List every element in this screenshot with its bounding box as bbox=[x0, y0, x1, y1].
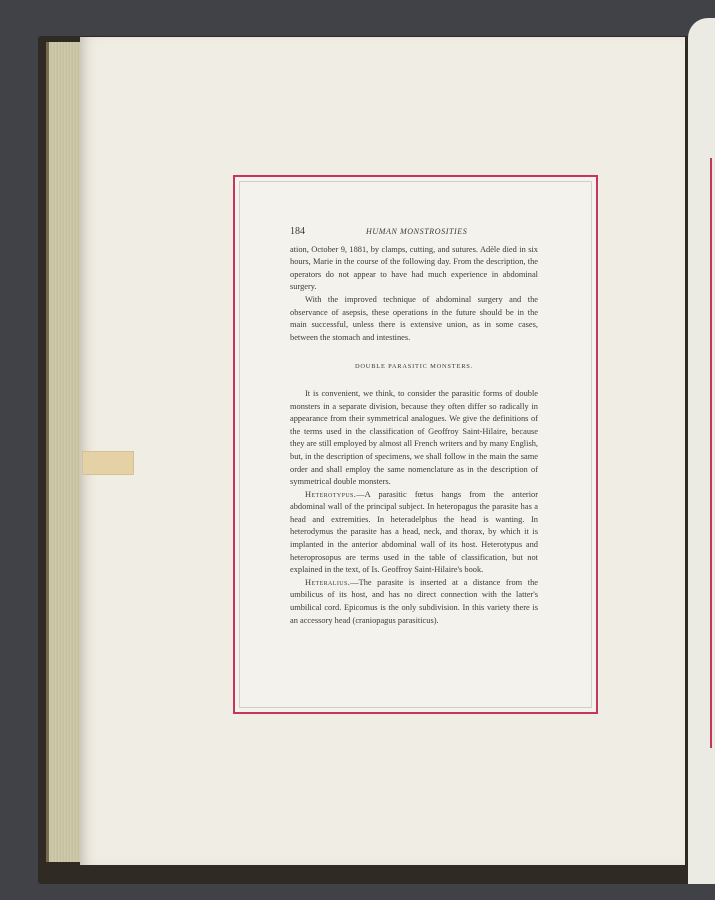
heterotypus-text: —A parasitic fœtus hangs from the anterior abdominal wall of the principal subject. In heteropagus the parasite has a head and extremities. In heteradelphus the head is wanting. In heterodymus the parasite has a head, neck, and thorax, by which it is implanted in the anterior abdominal wall of its host. Heterotypus and heteroprosopus are terms used in the table of classification, but not explained in the text, of Is. Geoffroy Saint-Hilaire's book. bbox=[290, 489, 538, 575]
paragraph-continuation: ation, October 9, 1881, by clamps, cutting, and sutures. Adèle died in six hours, Marie in the course of the following day. From the description, the operators do not appear to have had much experience in abdominal surgery. bbox=[290, 244, 538, 292]
paragraph-heterotypus bbox=[290, 489, 538, 577]
page-header bbox=[290, 226, 538, 239]
mounted-print bbox=[233, 175, 598, 714]
heteralius-text: —The parasite is inserted at a distance from the umbilicus of its host, and has no direct connection with the latter's umbilical cord. Epicomus is the only subdivision. In this variety there is an accessory head (craniopagus parasiticus). bbox=[290, 577, 538, 625]
paragraph-heteralius bbox=[290, 577, 538, 627]
paragraph-asepsis: With the improved technique of abdominal surgery and the observance of asepsis, these operations in the future should be in the main successful, unless there is extensive union, as in some cases, between the stomach and intestines. bbox=[290, 294, 538, 342]
running-head: HUMAN MONSTROSITIES bbox=[366, 227, 468, 236]
term-heteralius: Heteralius. bbox=[305, 577, 351, 587]
printed-text-block bbox=[290, 226, 538, 627]
term-heterotypus: Heterotypus. bbox=[305, 489, 357, 499]
paragraph-intro: It is convenient, we think, to consider the parasitic forms of double monsters in a separate division, because they often differ so radically in appearance from their symmetrical analogues. We give the definitions of the terms used in the classification of Geoffroy Saint-Hilaire, because they are still employed by almost all French writers and by many English, but, in the description of specimens, we shall follow in the main the same order and shall employ the same nomenclature as in the description of symmetrical double monsters. bbox=[290, 388, 538, 487]
facing-page-mount-border bbox=[710, 158, 712, 748]
paper-tab bbox=[82, 451, 134, 475]
facing-page bbox=[688, 18, 715, 884]
page-number: 184 bbox=[290, 226, 305, 237]
section-heading: DOUBLE PARASITIC MONSTERS. bbox=[354, 363, 474, 371]
